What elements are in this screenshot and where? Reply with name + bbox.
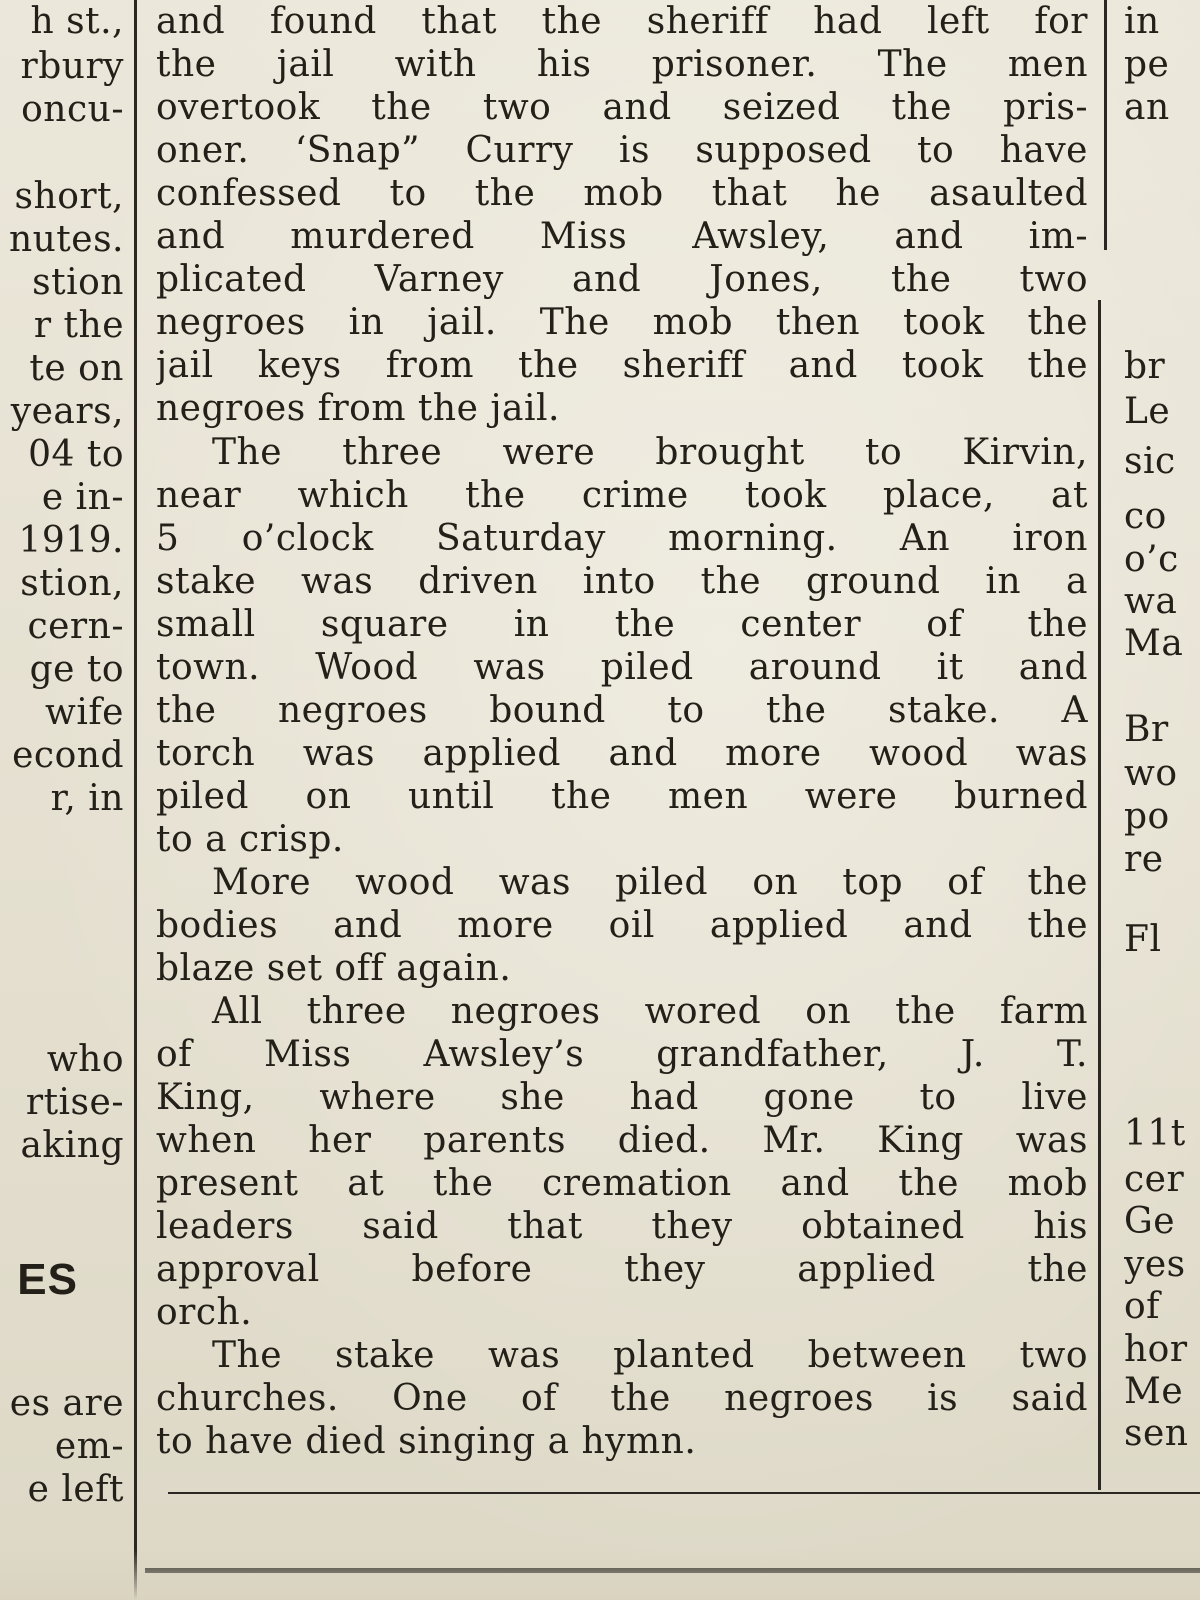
right-column-rule-upper [1104,0,1107,250]
article-line: and murdered Miss Awsley, and im- [156,216,1088,257]
article-line: leaders said that they obtained his [156,1206,1088,1247]
left-line: cern- [27,606,124,647]
left-column-rule [134,0,137,1600]
left-line: econd [12,735,124,776]
right-line: Ma [1124,623,1184,664]
article-line: of Miss Awsley’s grandfather, J. T. [156,1034,1088,1075]
left-line: es are [9,1383,124,1424]
left-line: ge to [29,649,124,690]
right-line: cer [1124,1159,1185,1200]
left-line: oncu- [21,89,124,130]
article-line: 5 o’clock Saturday morning. An iron [156,518,1088,559]
article-line: torch was applied and more wood was [156,733,1088,774]
article-line: plicated Varney and Jones, the two [156,259,1088,300]
article-line: All three negroes wored on the farm [212,991,1088,1032]
left-line: r the [33,305,124,346]
article-line: stake was driven into the ground in a [156,561,1088,602]
article-line: blaze set off again. [156,948,512,989]
left-line: stion, [20,563,124,604]
left-line: years, [10,391,124,432]
article-line: King, where she had gone to live [156,1077,1088,1118]
article-line: jail keys from the sheriff and took the [156,345,1088,386]
left-line: h st., [30,1,124,42]
left-line: e left [27,1469,124,1510]
left-line: em- [54,1426,124,1467]
article-line: approval before they applied the [156,1249,1088,1290]
left-line: wife [45,692,124,733]
left-section-heading: ES [17,1255,78,1304]
left-line: rbury [20,46,124,87]
right-line: Me [1124,1371,1184,1412]
article-line: the jail with his prisoner. The men [156,44,1088,85]
left-column [0,0,124,1600]
right-line: in [1124,1,1160,42]
right-line: Br [1124,709,1169,750]
article-line: and found that the sheriff had left for [156,1,1088,42]
article-line: to a crisp. [156,819,344,860]
article-end-rule [168,1492,1200,1494]
right-line: Fl [1124,919,1162,960]
article-line: overtook the two and seized the pris- [156,87,1088,128]
article-line: orch. [156,1292,253,1333]
right-line: 11t [1124,1113,1186,1154]
left-line: te on [29,348,124,389]
left-line: who [46,1039,124,1080]
right-line: re [1124,839,1164,880]
article-line: churches. One of the negroes is said [156,1378,1088,1419]
left-line: nutes. [8,219,124,260]
left-line: short, [14,176,124,217]
left-line: stion [32,262,124,303]
right-line: o’c [1124,539,1179,580]
page-bottom-shadow [0,1550,1200,1600]
left-line: r, in [50,778,124,819]
article-line: town. Wood was piled around it and [156,647,1088,688]
right-line: po [1124,796,1170,837]
article-line: The stake was planted between two [212,1335,1088,1376]
right-line: hor [1124,1329,1188,1370]
left-line: e in- [41,477,124,518]
right-line: co [1124,496,1167,537]
right-line: br [1124,346,1166,387]
right-line: Ge [1124,1201,1176,1242]
right-line: yes [1124,1244,1186,1285]
article-line: piled on until the men were burned [156,776,1088,817]
article-line: oner. ‘Snap” Curry is supposed to have [156,130,1088,171]
right-line: Le [1124,391,1171,432]
left-line: aking [20,1125,124,1166]
article-line: to have died singing a hymn. [156,1421,697,1462]
article-column [156,0,1088,1480]
right-column-rule-lower [1098,300,1101,1490]
right-line: an [1124,87,1170,128]
article-line: the negroes bound to the stake. A [156,690,1088,731]
article-line: when her parents died. Mr. King was [156,1120,1088,1161]
article-line: The three were brought to Kirvin, [212,432,1088,473]
article-line: negroes from the jail. [156,388,560,429]
right-line: wo [1124,753,1178,794]
article-line: More wood was piled on top of the [212,862,1088,903]
right-line: sic [1124,441,1176,482]
left-line: 04 to [28,434,124,475]
right-line: wa [1124,581,1178,622]
right-column [1124,0,1200,1600]
right-line: pe [1124,44,1170,85]
right-line: sen [1124,1413,1189,1454]
article-line: confessed to the mob that he asaulted [156,173,1088,214]
article-line: present at the cremation and the mob [156,1163,1088,1204]
right-line: of [1124,1286,1160,1327]
left-line: 1919. [18,520,124,561]
article-line: bodies and more oil applied and the [156,905,1088,946]
article-line: small square in the center of the [156,604,1088,645]
left-line: rtise- [25,1082,124,1123]
article-line: negroes in jail. The mob then took the [156,302,1088,343]
article-line: near which the crime took place, at [156,475,1088,516]
